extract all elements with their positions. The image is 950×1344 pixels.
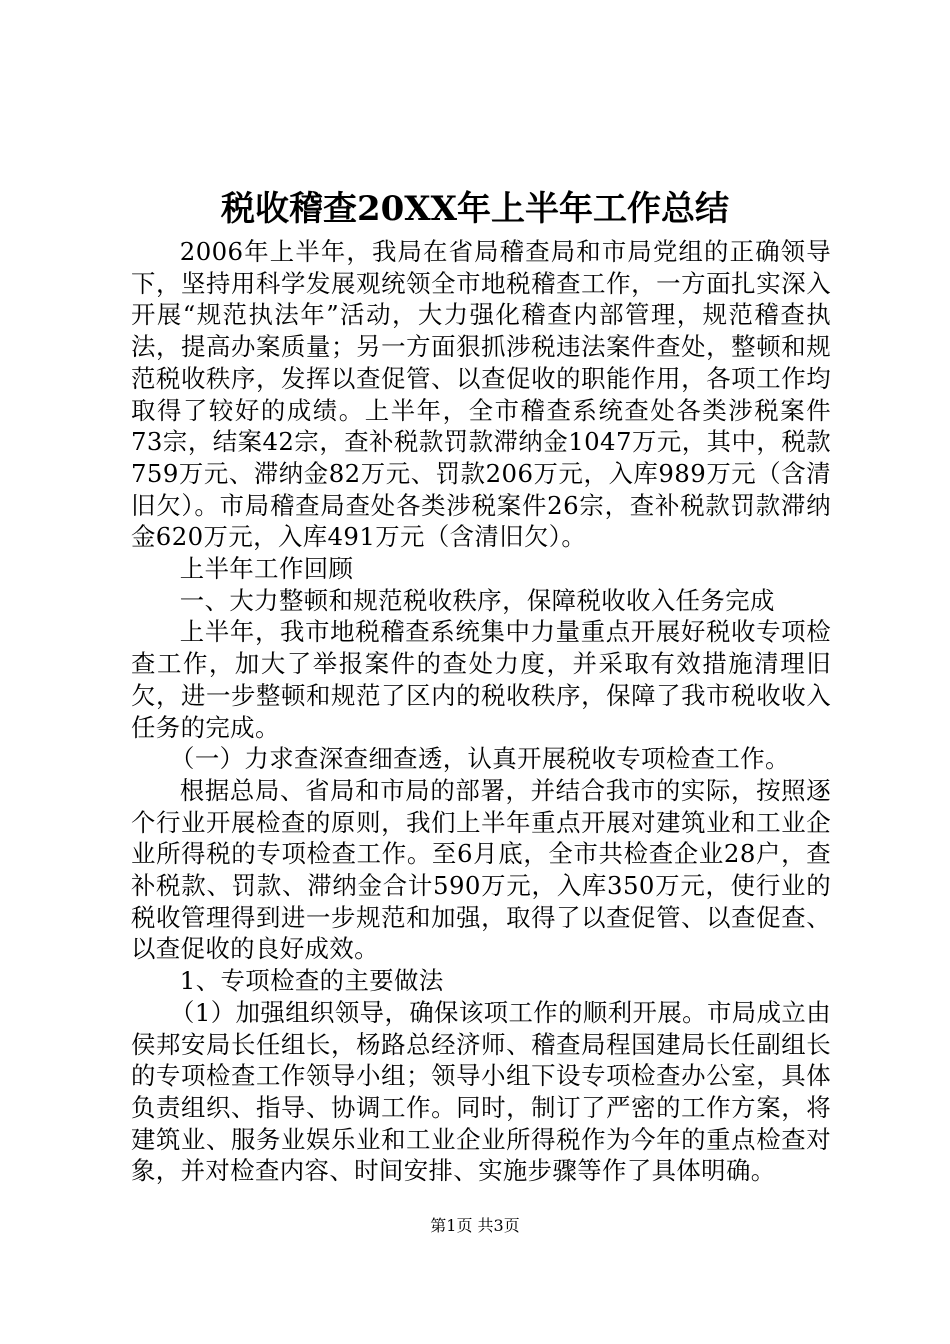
- paragraph-heading-methods: 1、专项检查的主要做法: [179, 966, 444, 996]
- document-title: 税收稽查20XX年上半年工作总结: [220, 189, 730, 229]
- page-number-footer: 第1页 共3页: [430, 1216, 520, 1235]
- paragraph-intro: 2006年上半年，我局在省局稽查局和市局党组的正确领导下，坚持用科学发展观统领全市地税稽查工作，一方面扎实深入开展“规范执法年”活动，大力强化稽查内部管理，规范稽查执法，提高办案质量；另一方面狠抓涉税违法案件查处，整顿和规范税收秩序，发挥以查促管、以查促收的职能作用，各项工作均取得了较好的成绩。上半年，全市稽查系统查处各类涉税案件73宗，结案42宗，查补税款罚款滞纳金1047万元，其中，税款759万元、滞纳金82万元、罚款206万元，入库989万元（含清旧欠）。市局稽查局查处各类涉税案件26宗，查补税款罚款滞纳金620万元，入库491万元（含清旧欠）。: [131, 237, 831, 552]
- paragraph-heading-section-1: 一、大力整顿和规范税收秩序，保障税收收入任务完成: [179, 585, 775, 615]
- paragraph-heading-subsection-1: （一）力求查深查细查透，认真开展税收专项检查工作。: [170, 744, 790, 774]
- paragraph-heading-review: 上半年工作回顾: [179, 554, 354, 584]
- paragraph-subsection-1-body: 根据总局、省局和市局的部署，并结合我市的实际，按照逐个行业开展检查的原则，我们上半年重点开展对建筑业和工业企业所得税的专项检查工作。至6月底，全市共检查企业28户，查补税款、罚款、滞纳金合计590万元，入库350万元，使行业的税收管理得到进一步规范和加强，取得了以查促管、以查促查、以查促收的良好成效。: [131, 775, 831, 964]
- paragraph-section-1-body: 上半年，我市地税稽查系统集中力量重点开展好税收专项检查工作，加大了举报案件的查处力度，并采取有效措施清理旧欠，进一步整顿和规范了区内的税收秩序，保障了我市税收收入任务的完成。: [131, 617, 831, 742]
- paragraph-method-1: （1）加强组织领导，确保该项工作的顺利开展。市局成立由侯邦安局长任组长，杨路总经济师、稽查局程国建局长任副组长的专项检查工作领导小组；领导小组下设专项检查办公室，具体负责组织、指导、协调工作。同时，制订了严密的工作方案，将建筑业、服务业娱乐业和工业企业所得税作为今年的重点检查对象，并对检查内容、时间安排、实施步骤等作了具体明确。: [131, 997, 831, 1186]
- document-body: [131, 236, 831, 1187]
